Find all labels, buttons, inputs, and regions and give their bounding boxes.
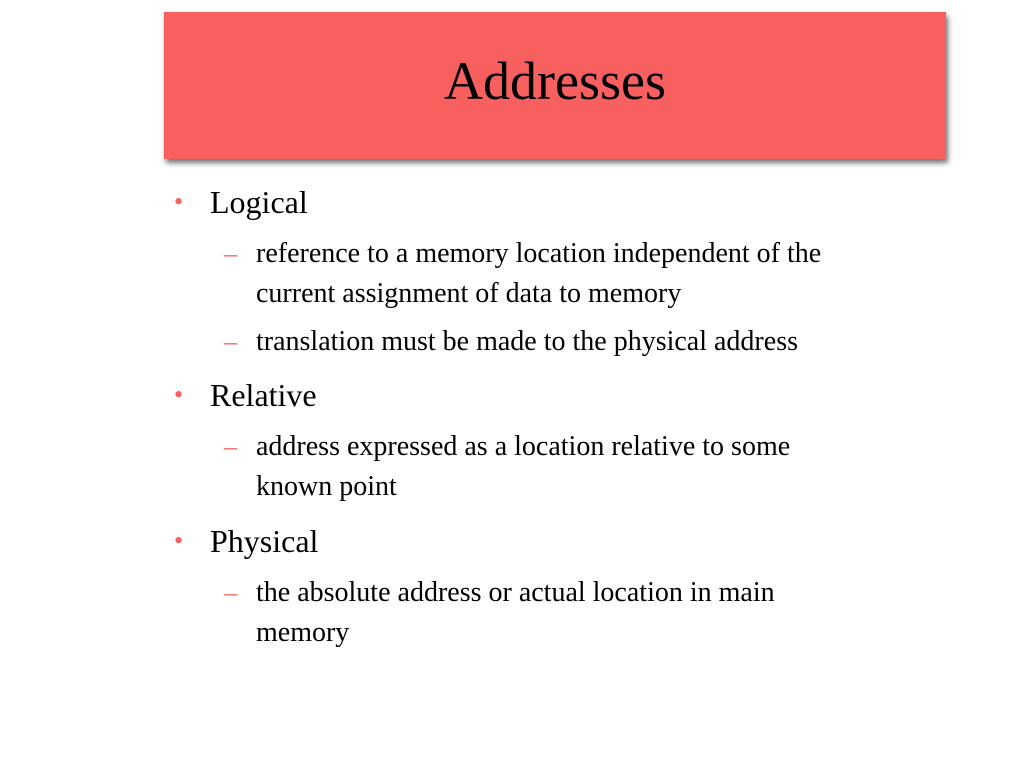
dash-icon: – [224,327,237,356]
subbullet-line: known point [256,471,397,502]
bullet-physical [170,519,970,563]
title-banner [164,12,946,159]
bullet-list [170,180,970,653]
bullet-dot-icon: • [174,380,184,409]
subbullet-logical-reference [170,234,970,314]
bullet-relative [170,373,970,417]
subbullet-relative-address [170,427,970,507]
bullet-dot-icon: • [174,526,184,555]
subbullet-line: the absolute address or actual location in main [256,577,775,608]
dash-icon: – [224,432,237,461]
subbullet-logical-translation [170,322,970,362]
subbullet-line: memory [256,617,350,648]
subbullet-line: reference to a memory location independent of the [256,238,822,269]
bullet-dot-icon: • [174,187,184,216]
bullet-label: Relative [210,377,317,413]
dash-icon: – [224,578,237,607]
dash-icon: – [224,239,237,268]
bullet-label: Logical [210,184,308,220]
subbullet-physical-absolute [170,573,970,653]
slide-title: Addresses [444,50,666,111]
subbullet-line: translation must be made to the physical address [256,326,798,357]
subbullet-line: address expressed as a location relative to some [256,431,791,462]
subbullet-line: current assignment of data to memory [256,278,682,309]
bullet-logical [170,180,970,224]
bullet-label: Physical [210,523,319,559]
